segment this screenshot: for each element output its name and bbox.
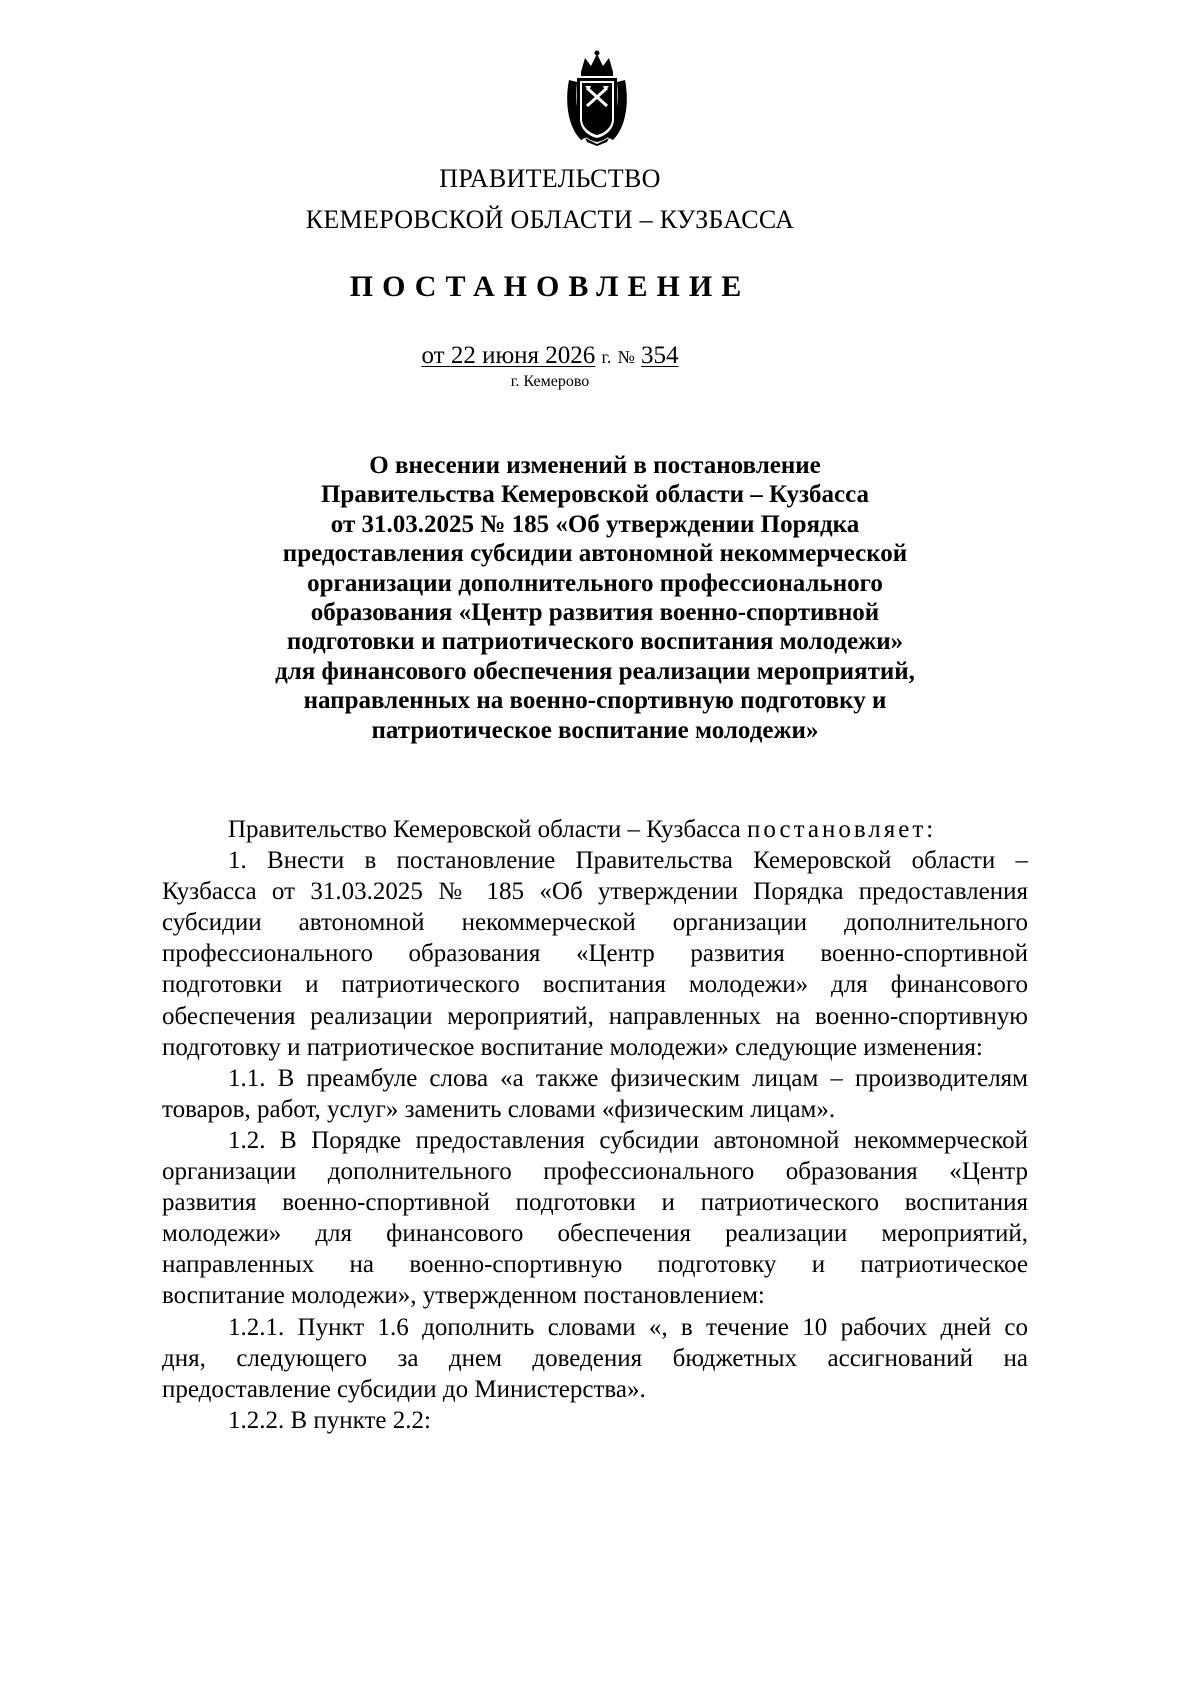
- title-line: Правительства Кемеровской области – Кузбасса: [320, 481, 870, 509]
- title-line: организации дополнительного профессионального: [307, 569, 883, 597]
- body-line: обеспечения реализации мероприятий, направленных на военно-спортивную: [162, 1002, 1028, 1030]
- body-line: Кузбасса от 31.03.2025 № 185 «Об утверждении Порядка предоставления: [162, 878, 1028, 906]
- document-title: [200, 451, 990, 745]
- body-line: профессионального образования «Центр развития военно-спортивной: [162, 940, 1028, 968]
- date-prefix: от: [421, 342, 445, 369]
- title-line: патриотическое воспитание молодежи»: [371, 716, 819, 744]
- government-name-line2: КЕМЕРОВСКОЙ ОБЛАСТИ – КУЗБАССА: [305, 205, 795, 234]
- document-date-number: [0, 342, 1100, 370]
- document-type-heading: ПОСТАНОВЛЕНИЕ: [349, 270, 751, 303]
- body-line: 1. Внести в постановление Правительства Кемеровской области –: [228, 847, 1028, 875]
- kuzbass-coat-of-arms-icon: [561, 50, 633, 146]
- body-line: 1.2.1. Пункт 1.6 дополнить словами «, в течение 10 рабочих дней со: [228, 1313, 1028, 1341]
- body-line: подготовку и патриотическое воспитание молодежи» следующие изменения:: [162, 1033, 983, 1061]
- intro-text: Правительство Кемеровской области – Кузбасса: [228, 816, 741, 843]
- title-line: образования «Центр развития военно-спортивной: [310, 599, 880, 627]
- document-body: [162, 814, 1028, 1436]
- title-line: для финансового обеспечения реализации мероприятий,: [275, 657, 915, 685]
- title-line: направленных на военно-спортивную подготовку и: [303, 687, 887, 715]
- body-line: товаров, работ, услуг» заменить словами «физическим лицам».: [162, 1095, 836, 1123]
- body-line: дня, следующего за днем доведения бюджетных ассигнований на: [162, 1344, 1028, 1372]
- title-line: от 31.03.2025 № 185 «Об утверждении Порядка: [330, 510, 860, 538]
- body-line: субсидии автономной некоммерческой организации дополнительного: [162, 909, 1028, 937]
- year-suffix: г.: [601, 347, 612, 367]
- date-value: 22 июня 2026: [450, 342, 596, 369]
- body-line: предоставление субсидии до Министерства».: [162, 1375, 646, 1403]
- body-line: 1.2. В Порядке предоставления субсидии автономной некоммерческой: [228, 1126, 1028, 1154]
- intro-paragraph: [162, 814, 1028, 845]
- body-line: 1.2.2. В пункте 2.2:: [228, 1406, 431, 1434]
- intro-keyword: постановляет:: [747, 816, 937, 843]
- number-sign: №: [617, 347, 635, 367]
- body-line: 1.1. В преамбуле слова «а также физическим лицам – производителям: [228, 1064, 1028, 1092]
- title-line: О внесении изменений в постановление: [369, 452, 821, 479]
- body-line: подготовки и патриотического воспитания молодежи» для финансового: [162, 971, 1028, 999]
- body-line: развития военно-спортивной подготовки и патриотического воспитания: [162, 1189, 1028, 1217]
- government-name-line1: ПРАВИТЕЛЬСТВО: [439, 164, 661, 193]
- city-name: г. Кемерово: [510, 373, 590, 390]
- body-line: воспитание молодежи», утвержденном постановлением:: [162, 1282, 765, 1310]
- body-line: молодежи» для финансового обеспечения реализации мероприятий,: [162, 1220, 1028, 1248]
- body-line: направленных на военно-спортивную подготовку и патриотическое: [162, 1251, 1028, 1279]
- document-number: 354: [641, 342, 679, 369]
- title-line: предоставления субсидии автономной некоммерческой: [282, 540, 908, 568]
- body-line: организации дополнительного профессионального образования «Центр: [162, 1158, 1028, 1186]
- title-line: подготовки и патриотического воспитания молодежи»: [286, 628, 904, 656]
